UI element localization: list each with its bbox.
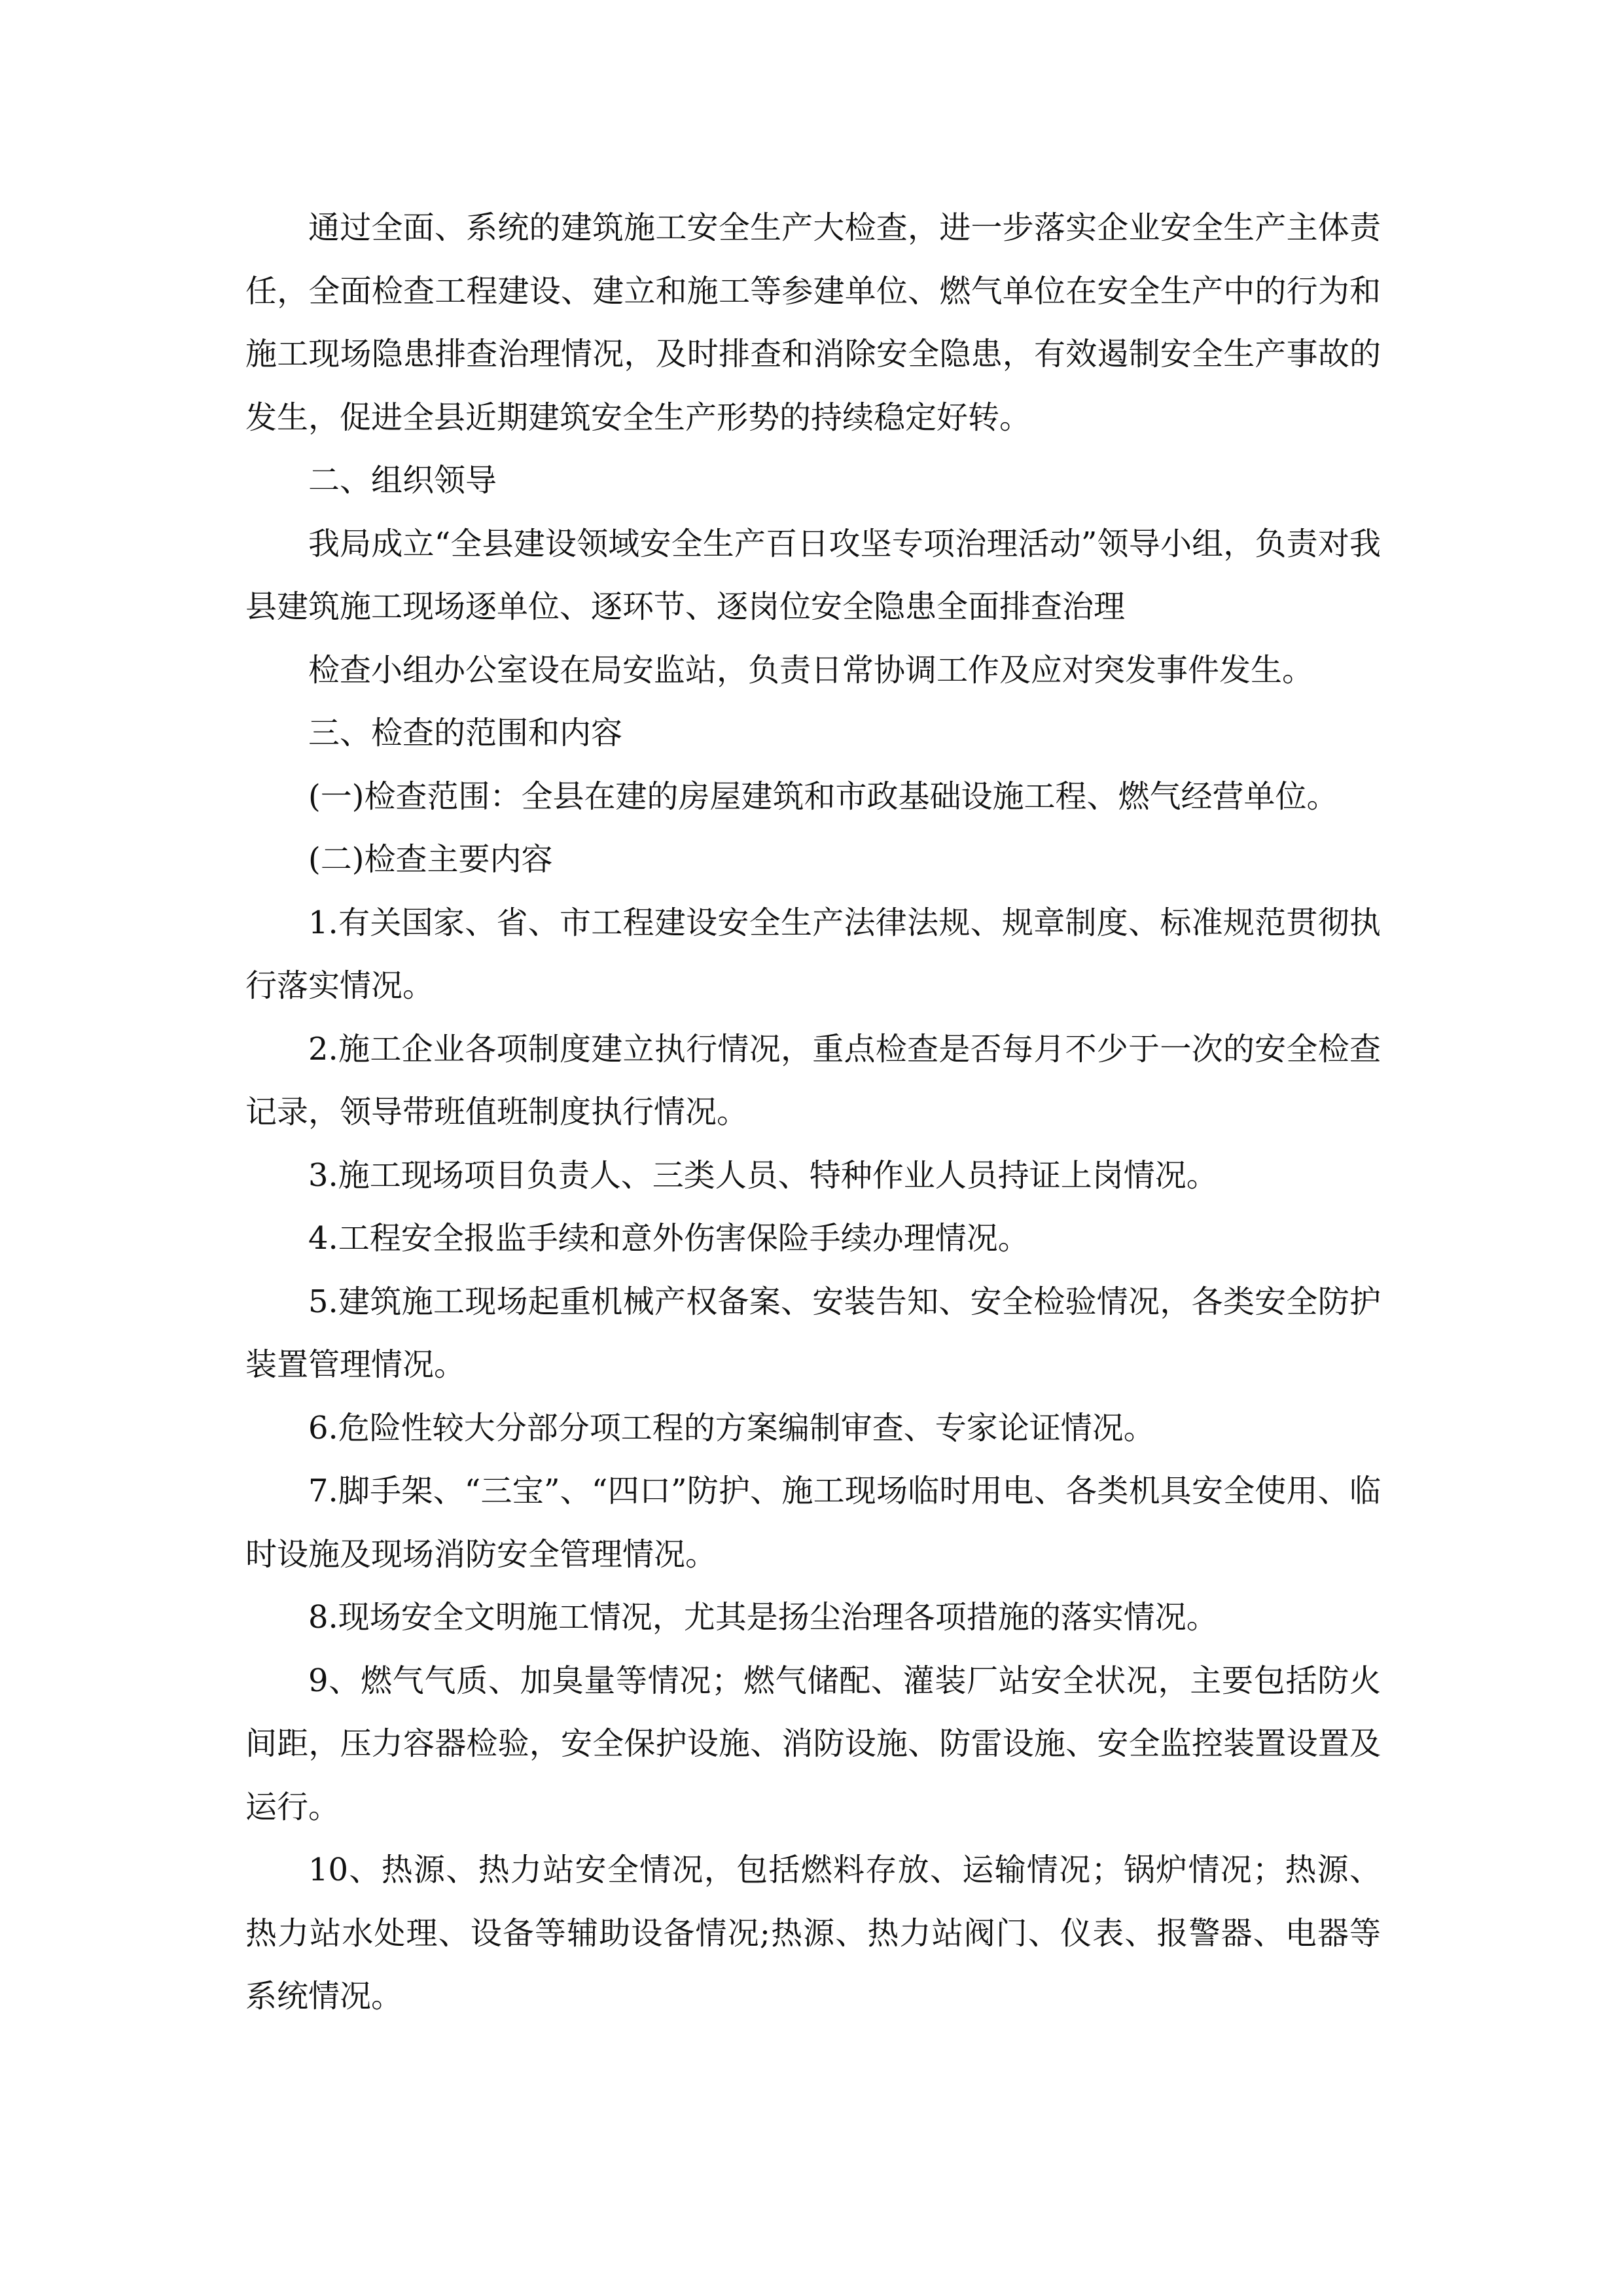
heading-organization: 二、组织领导 — [308, 462, 497, 499]
subheading-main-content: (二)检查主要内容 — [308, 841, 553, 878]
list-item-6: 6.危险性较大分部分项工程的方案编制审查、专家论证情况。 — [308, 1409, 1155, 1446]
list-item-8: 8.现场安全文明施工情况，尤其是扬尘治理各项措施的落实情况。 — [308, 1599, 1218, 1636]
list-item-10: 10、热源、热力站安全情况，包括燃料存放、运输情况；锅炉情况；热源、热力站水处理、设备等辅助设备情况;热源、热力站阀门、仪表、报警器、电器等系统情况。 — [245, 1852, 1381, 2015]
paragraph-scope: (一)检查范围：全县在建的房屋建筑和市政基础设施工程、燃气经营单位。 — [308, 778, 1338, 815]
list-item-4: 4.工程安全报监手续和意外伤害保险手续办理情况。 — [308, 1220, 1029, 1257]
paragraph-leadership-group: 我局成立“全县建设领域安全生产百日攻坚专项治理活动”领导小组，负责对我县建筑施工现场逐单位、逐环节、逐岗位安全隐患全面排查治理 — [245, 525, 1381, 625]
paragraph-office: 检查小组办公室设在局安监站，负责日常协调工作及应对突发事件发生。 — [308, 651, 1314, 689]
list-item-7: 7.脚手架、“三宝”、“四口”防护、施工现场临时用电、各类机具安全使用、临时设施及现场消防安全管理情况。 — [245, 1473, 1381, 1573]
heading-scope-content: 三、检查的范围和内容 — [308, 715, 623, 751]
list-item-5: 5.建筑施工现场起重机械产权备案、安装告知、安全检验情况，各类安全防护装置管理情况。 — [245, 1283, 1381, 1383]
paragraph-purpose: 通过全面、系统的建筑施工安全生产大检查，进一步落实企业安全生产主体责任，全面检查工程建设、建立和施工等参建单位、燃气单位在安全生产中的行为和施工现场隐患排查治理情况，及时排查和消除安全隐患，有效遏制安全生产事故的发生，促进全县近期建筑安全生产形势的持续稳定好转。 — [245, 209, 1381, 436]
list-item-3: 3.施工现场项目负责人、三类人员、特种作业人员持证上岗情况。 — [308, 1157, 1218, 1194]
list-item-1: 1.有关国家、省、市工程建设安全生产法律法规、规章制度、标准规范贯彻执行落实情况。 — [245, 904, 1381, 1004]
list-item-9: 9、燃气气质、加臭量等情况；燃气储配、灌装厂站安全状况，主要包括防火间距，压力容器检验，安全保护设施、消防设施、防雷设施、安全监控装置设置及运行。 — [245, 1662, 1381, 1825]
list-item-2: 2.施工企业各项制度建立执行情况，重点检查是否每月不少于一次的安全检查记录，领导带班值班制度执行情况。 — [245, 1030, 1381, 1130]
document-body — [245, 196, 1381, 2028]
